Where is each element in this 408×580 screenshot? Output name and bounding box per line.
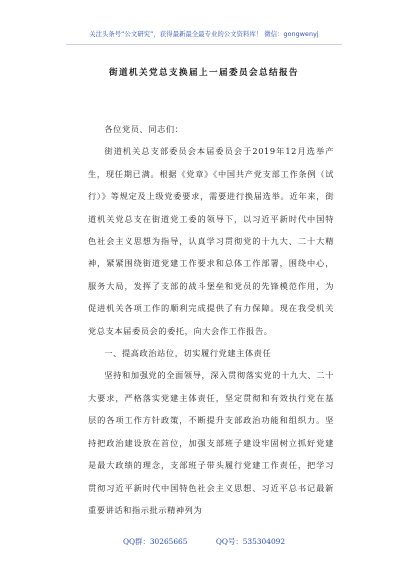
footer-qq-number: QQ号：535304092 (215, 537, 286, 546)
footer-qq-group: QQ群：30265665 (122, 537, 188, 546)
top-banner: 关注头条号“公文研究”，获得最新最全最专业的公文资料库！ 微信：gongwenyj (89, 31, 319, 38)
footer (0, 536, 408, 547)
section-heading-1: 一、提高政治站位，切实履行党建主体责任 (104, 348, 272, 359)
paragraph-intro: 街道机关总支部委员会本届委员会于2019年12月选举产生，现任期已满。根据《党章》《中国共产党支部工作条例（试行）》等规定及上级党委要求，需要进行换届选举。近年来，街道机关党总支在街道党工委的领导下，以习近平新时代中国特色社会主义思想为指导，认真学习贯彻党的十九大、二十大精神，紧紧围绕街道党建工作要求和总体工作部署，围绕中心，服务大局，发挥了支部的战斗堡垒和党员的先锋模范作用，为促进机关各项工作的顺利完成提供了有力保障。现在我受机关党总支本届委员会的委托，向大会作工作报告。 (88, 146, 334, 336)
paragraph-section-1: 坚持和加强党的全面领导，深入贯彻落实党的十九大、二十大要求，严格落实党建主体责任，坚定贯彻和有效执行党在基层的各项工作方针政策，不断提升支部政治功能和组织力。坚持把政治建设放在首位，加强支部班子建设牢固树立抓好党建是最大政绩的理念，支部班子带头履行党建工作责任，把学习贯彻习近平新时代中国特色社会主义思想、习近平总书记最新重要讲话和指示批示精神列为 (88, 370, 334, 515)
document-body (88, 118, 334, 521)
salutation: 各位党员、同志们： (104, 124, 184, 134)
document-title: 街道机关党总支换届上一届委员会总结报告 (109, 68, 299, 78)
banner-divider (66, 44, 342, 45)
